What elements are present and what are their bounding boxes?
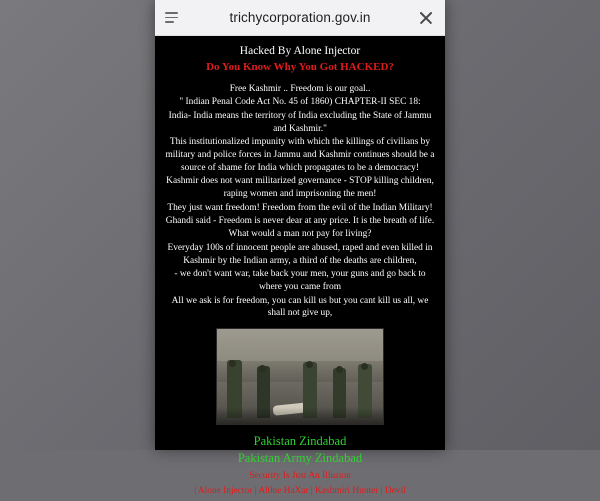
browser-url-bar[interactable] (155, 0, 445, 36)
message-line: India- India means the territory of India excluding the State of Jammu and Kashmir." (168, 110, 432, 134)
message-line: All we ask is for freedom, you can kill us but you cant kill us all, we shall not give up, (171, 295, 429, 319)
message-line: Kashmir does not want militarized governance - STOP killing children, raping women and imprisoning the men! (166, 176, 434, 200)
why-hacked-line: Do You Know Why You Got HACKED? (206, 61, 394, 74)
message-line: Ghandi said - Freedom is never dear at any price. It is the breath of life. What would a man not pay for living? (165, 216, 435, 240)
slogan-secondary: Pakistan Army Zindabad (237, 450, 363, 465)
security-tagline: Security Is Just An Illusion (249, 470, 351, 481)
message-line: Free Kashmir .. Freedom is our goal.. (229, 83, 371, 94)
photo-figure-head (306, 361, 313, 368)
message-line: They just want freedom! Freedom from the evil of the Indian Military! (167, 202, 433, 213)
browser-window (155, 0, 445, 496)
slogan-primary: Pakistan Zindabad (253, 433, 347, 448)
page-inner (155, 36, 445, 501)
desktop-background-right (445, 0, 600, 450)
soldiers-street-photo (216, 328, 384, 425)
credits-line: | Alone Injector | Al0ne HaXar | Kashmiri Hunter | Devil (194, 485, 406, 496)
message-line: - we don't want war, take back your men, your guns and go back to where you came from (174, 269, 426, 292)
page-title: Hacked By Alone Injector (239, 45, 361, 57)
message-line: " Indian Penal Code Act No. 45 of 1860) CHAPTER-II SEC 18: (179, 97, 421, 108)
message-body (161, 83, 439, 320)
photo-figure-head (259, 365, 266, 372)
url-text[interactable]: trichycorporation.gov.in (229, 10, 371, 25)
web-page-content (155, 36, 445, 496)
message-line: Everyday 100s of innocent people are abused, raped and even killed in Kashmir by the Indian army, a third of the deaths are children, (167, 242, 433, 266)
hamburger-menu-icon[interactable] (163, 7, 185, 29)
message-line: This institutionalized impunity with which the killings of civilians by military and police forces in Jammu and Kashmir continues should be a source of shame for India which propagates to be a democracy! (165, 137, 435, 173)
desktop-background-left (0, 0, 155, 450)
close-icon[interactable] (415, 7, 437, 29)
photo-figure-head (361, 363, 368, 370)
photo-figure-head (336, 366, 343, 373)
photo-shadow (217, 407, 383, 424)
